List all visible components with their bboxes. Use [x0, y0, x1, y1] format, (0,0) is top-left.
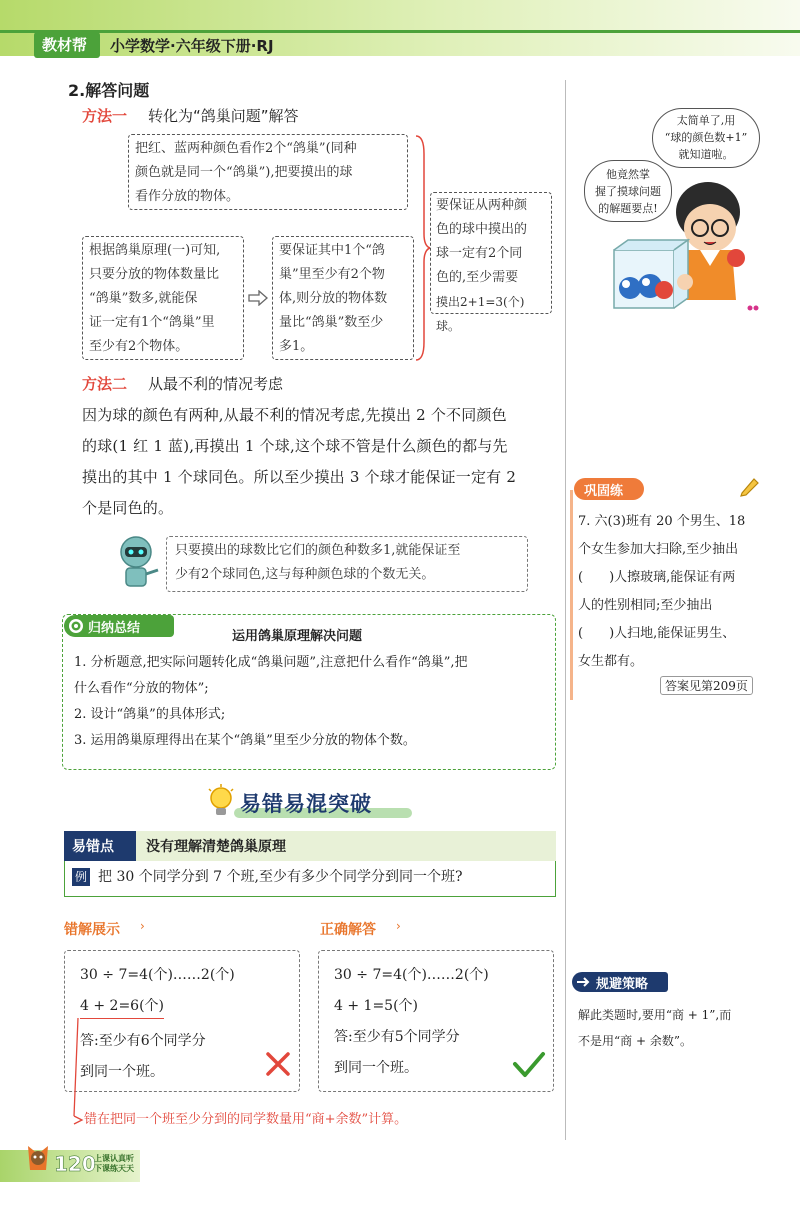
solution-line: 到同一个班。	[80, 1064, 164, 1080]
hand-point-icon	[576, 975, 592, 989]
example-text: 把 30 个同学分到 7 个班,至少有多少个同学分到同一个班?	[98, 869, 463, 885]
lightbulb-icon	[206, 784, 236, 818]
wrong-label: 错解展示	[64, 922, 120, 938]
target-icon	[68, 618, 84, 634]
practice-line: 女生都有。	[578, 654, 644, 669]
right-solution	[334, 960, 489, 1084]
solution-line: 到同一个班。	[334, 1060, 418, 1076]
error-point-title: 没有理解清楚鸽巢原理	[146, 839, 286, 855]
tip-line: 只要摸出的球数比它们的颜色种数多1,就能保证至	[175, 543, 461, 558]
method1-top-box	[128, 134, 408, 210]
box-line: 颜色就是同一个“鸽巢”),把要摸出的球	[135, 165, 353, 180]
error-pointer-line	[60, 1016, 84, 1126]
section-heading: 2.解答问题	[68, 81, 150, 100]
strategy-line: 解此类题时,要用“商 + 1”,而	[578, 1008, 732, 1022]
method2-label: 方法二	[82, 375, 128, 393]
footer-slogan	[94, 1154, 134, 1174]
pencil-icon	[738, 475, 760, 497]
example-tag: 例	[72, 868, 90, 886]
bubble-line: 就知道啦。	[678, 148, 734, 161]
bubble-line: 太简单了,用	[676, 114, 736, 127]
error-section-title: 易错易混突破	[240, 792, 372, 816]
solution-line-wrong: 4 + 2=6(个)	[80, 994, 164, 1019]
method1-right-box	[430, 192, 552, 333]
strategy-text	[578, 1002, 794, 1054]
robot-tip-box	[166, 536, 528, 592]
boy-with-ball-box-illustration	[600, 170, 770, 320]
box-line: 多1。	[279, 339, 314, 354]
bubble-line: “球的颜色数+1”	[664, 131, 748, 144]
strategy-line: 不是用“商 + 余数”。	[578, 1034, 692, 1048]
box-line: 色的球中摸出的	[436, 222, 528, 237]
right-label: 正确解答	[320, 922, 376, 938]
method1-title: 转化为“鸽巢问题”解答	[148, 107, 299, 125]
summary-tag-label: 归纳总结	[88, 621, 141, 636]
method2-title: 从最不利的情况考虑	[148, 375, 284, 393]
summary-title: 运用鸽巢原理解决问题	[232, 629, 363, 644]
box-line: 证一定有1个“鸽巢”里	[89, 315, 215, 330]
wrong-label-mark: ›	[140, 919, 145, 933]
box-line: 看作分放的物体。	[135, 189, 240, 204]
column-divider	[565, 80, 566, 1140]
solution-line: 30 ÷ 7=4(个)……2(个)	[334, 967, 489, 983]
check-icon	[512, 1050, 546, 1080]
paragraph-line: 个是同色的。	[82, 499, 174, 517]
slogan-line: 上课认真听	[94, 1154, 134, 1163]
method1-left-box	[82, 236, 244, 360]
box-line: 至少有2个物体。	[89, 339, 189, 354]
paragraph-line: 的球(1 红 1 蓝),再摸出 1 个球,这个球不管是什么颜色的都与先	[82, 437, 508, 455]
box-line: 把红、蓝两种颜色看作2个“鸽巢”(同种	[135, 141, 357, 156]
box-line: 要保证其中1个“鸽	[279, 243, 385, 258]
summary-item-line: 2. 设计“鸽巢”的具体形式;	[74, 707, 226, 722]
box-line: 摸出2+1=3(个)球。	[436, 295, 525, 333]
box-line: “鸽巢”数多,就能保	[89, 291, 198, 306]
page-number: 120	[54, 1152, 96, 1176]
practice-line: 人的性别相同;至少抽出	[578, 598, 713, 613]
right-label-mark: ›	[396, 919, 401, 933]
bubble-line: 他竟然掌	[606, 168, 650, 181]
box-line: 要保证从两种颜	[436, 198, 528, 213]
error-note: 错在把同一个班至少分到的同学数量用“商+余数”计算。	[84, 1112, 408, 1127]
method1-middle-box	[272, 236, 414, 360]
tip-line: 少有2个球同色,这与每种颜色球的个数无关。	[175, 567, 435, 582]
method1-label: 方法一	[82, 107, 128, 125]
paragraph-line: 因为球的颜色有两种,从最不利的情况考虑,先摸出 2 个不同颜色	[82, 406, 507, 424]
bubble-line: 握了摸球问题	[595, 185, 661, 198]
solution-line: 30 ÷ 7=4(个)……2(个)	[80, 967, 235, 983]
robot-icon	[112, 534, 162, 590]
box-line: 色的,至少需要	[436, 270, 519, 285]
footer-mascot-icon	[24, 1140, 52, 1176]
solution-line: 答:至少有6个同学分	[80, 1033, 206, 1049]
box-line: 只要分放的物体数量比	[89, 267, 220, 282]
error-point-bar	[64, 831, 556, 861]
method2-paragraph	[82, 400, 558, 524]
brand-label: 教材帮	[42, 36, 88, 54]
wrong-solution	[80, 960, 235, 1088]
practice-line: ( )人擦玻璃,能保证有两	[578, 570, 736, 585]
practice-line: 个女生参加大扫除,至少抽出	[578, 542, 739, 557]
cross-icon	[264, 1050, 292, 1078]
box-line: 量比“鸽巢”数至少	[279, 315, 384, 330]
answer-ref: 答案见第209页	[660, 676, 753, 695]
practice-tag-label: 巩固练	[584, 484, 624, 499]
paragraph-line: 摸出的其中 1 个球同色。所以至少摸出 3 个球才能保证一定有 2	[82, 468, 517, 486]
arrow-right-icon	[248, 290, 268, 306]
box-line: 根据鸽巢原理(一)可知,	[89, 243, 221, 258]
slogan-line: 下课练天天	[94, 1164, 134, 1173]
solution-line: 4 + 1=5(个)	[334, 998, 419, 1014]
book-title: 小学数学·六年级下册·RJ	[110, 37, 274, 55]
summary-item-line: 3. 运用鸽巢原理得出在某个“鸽巢”里至少分放的物体个数。	[74, 733, 416, 748]
practice-line: 7. 六(3)班有 20 个男生、18	[578, 514, 746, 529]
box-line: 球一定有2个同	[436, 246, 523, 261]
solution-line: 答:至少有5个同学分	[334, 1029, 460, 1045]
error-point-tag-label: 易错点	[72, 839, 114, 855]
summary-list	[74, 650, 550, 754]
summary-item-line: 什么看作“分放的物体”;	[74, 681, 209, 696]
strategy-tag-label: 规避策略	[596, 977, 649, 992]
header-bar	[0, 0, 800, 62]
box-line: 体,则分放的物体数	[279, 291, 388, 306]
box-line: 巢”里至少有2个物	[279, 267, 385, 282]
speech-bubble-top	[652, 108, 760, 168]
practice-line: ( )人扫地,能保证男生、	[578, 626, 736, 641]
summary-item-line: 1. 分析题意,把实际问题转化成“鸽巢问题”,注意把什么看作“鸽巢”,把	[74, 655, 468, 670]
bubble-line: 的解题要点!	[598, 202, 658, 215]
practice-question	[578, 508, 794, 676]
